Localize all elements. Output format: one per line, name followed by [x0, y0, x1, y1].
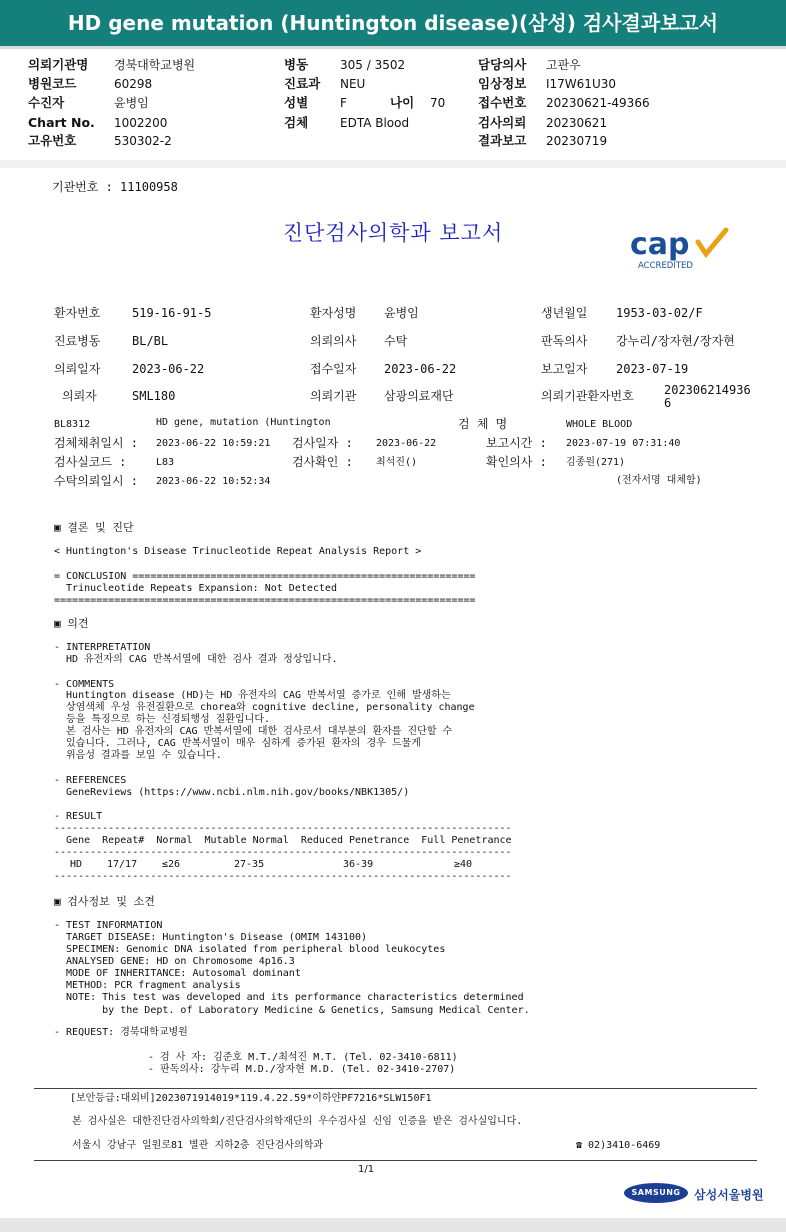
header-label: 병원코드 [28, 76, 77, 91]
header-value: 70 [430, 96, 446, 110]
result-cell-full-penetrance: ≥40 [454, 859, 473, 870]
header-label: 병동 [284, 57, 309, 72]
meta-label: 검사실코드 : [54, 455, 127, 469]
header-value: 20230719 [546, 134, 608, 148]
info-line: - TEST INFORMATION [54, 920, 163, 931]
info-line: MODE OF INHERITANCE: Autosomal dominant [54, 968, 301, 979]
meta-value: 최석진() [376, 457, 418, 468]
page-bottom-band [0, 1218, 786, 1232]
result-rule: ---------------------------------------------------------------------------- [54, 823, 512, 834]
result-cell-reduced-penetrance: 36-39 [343, 859, 374, 870]
info-line: ANALYSED GENE: HD on Chromosome 4p16.3 [54, 956, 295, 967]
patient-value: BL/BL [132, 334, 169, 348]
comment-line: 있습니다. 그러나, CAG 반복서열이 매우 심하게 증가된 환자의 경우 드물게 [54, 738, 421, 749]
patient-value: SML180 [132, 389, 176, 403]
result-cell-normal: ≤26 [162, 859, 181, 870]
section-heading: ▣ 검사정보 및 소견 [54, 895, 155, 908]
patient-label: 의뢰일자 [54, 362, 101, 376]
patient-value: 519-16-91-5 [132, 306, 212, 320]
org-number: 기관번호 : 11100958 [52, 180, 178, 194]
patient-value: 6 [664, 396, 672, 410]
result-columns: Gene Repeat# Normal Mutable Normal Reduced Penetrance Full Penetrance [54, 835, 512, 846]
patient-label: 생년월일 [541, 306, 588, 320]
result-head: - RESULT [54, 811, 103, 822]
footer-divider [34, 1088, 757, 1089]
header-value: 60298 [114, 77, 153, 91]
patient-value: 2023-06-22 [132, 362, 205, 376]
hospital-name: 삼성서울병원 [694, 1188, 764, 1202]
header-label: 의뢰기관명 [28, 57, 89, 72]
patient-label: 의뢰의사 [310, 334, 357, 348]
patient-label: 의뢰기관환자번호 [541, 389, 634, 403]
samsung-logo: SAMSUNG [624, 1183, 688, 1203]
section-heading: ▣ 결론 및 진단 [54, 521, 134, 534]
patient-value: 윤병임 [384, 306, 419, 320]
conclusion-rule: ====================================================================== [54, 595, 476, 606]
header-value: 530302-2 [114, 134, 172, 148]
patient-value: 2023-07-19 [616, 362, 689, 376]
meta-label: 검사확인 : [292, 455, 353, 469]
result-cell-repeat: 17/17 [107, 859, 138, 870]
info-line: SPECIMEN: Genomic DNA isolated from peripheral blood leukocytes [54, 944, 446, 955]
report-banner-title: HD gene mutation (Huntington disease)(삼성) 검사결과보고서 [0, 0, 786, 46]
header-label: 임상정보 [478, 76, 527, 91]
section-heading: ▣ 의견 [54, 617, 89, 630]
meta-label: 보고시간 : [486, 436, 547, 450]
comment-line: 본 검사는 HD 유전자의 CAG 반복서열에 대한 검사로서 대부분의 환자를 진단할 수 [54, 726, 453, 737]
patient-label: 의뢰자 [62, 389, 97, 403]
patient-label: 보고일자 [541, 362, 588, 376]
comment-line: 등을 특징으로 하는 신경퇴행성 질환입니다. [54, 714, 271, 725]
result-cell-gene: HD [70, 859, 83, 870]
header-label: 고유번호 [28, 133, 77, 148]
report-name: < Huntington's Disease Trinucleotide Repeat Analysis Report > [54, 546, 422, 557]
header-label: 나이 [390, 95, 415, 110]
header-value: 고판우 [546, 58, 581, 72]
references-head: - REFERENCES [54, 775, 127, 786]
info-line: TARGET DISEASE: Huntington's Disease (OMIM 143100) [54, 932, 368, 943]
report-title: 진단검사의학과 보고서 [282, 221, 504, 245]
meta-value: 2023-07-19 07:31:40 [566, 438, 681, 449]
meta-label: 확인의사 : [486, 455, 547, 469]
result-cell-mutable-normal: 27-35 [234, 859, 265, 870]
staff-line: - 판독의사: 강누리 M.D./장자현 M.D. (Tel. 02-3410-2707) [148, 1064, 456, 1075]
patient-value: 삼광의료재단 [384, 389, 454, 403]
meta-label: 수탁의뢰일시 : [54, 474, 139, 488]
patient-label: 의뢰기관 [310, 389, 357, 403]
staff-line: - 검 사 자: 김준호 M.T./최석진 M.T. (Tel. 02-3410-6811) [148, 1052, 458, 1063]
comment-line: 위음성 결과를 보일 수 있습니다. [54, 750, 222, 761]
header-value: F [340, 96, 347, 110]
patient-label: 진료병동 [54, 334, 101, 348]
lab-address: 서울시 강남구 일원로81 별관 지하2층 진단검사의학과 [72, 1140, 324, 1151]
patient-value: 2023-06-22 [384, 362, 457, 376]
info-line: NOTE: This test was developed and its performance characteristics determined [54, 992, 524, 1003]
interpretation-head: - INTERPRETATION [54, 642, 151, 653]
header-value: 20230621-49366 [546, 96, 650, 110]
meta-value: 김종원(271) [566, 457, 626, 468]
header-label: 수진자 [28, 95, 65, 110]
patient-label: 환자번호 [54, 306, 101, 320]
request-head: - REQUEST: 경북대학교병원 [54, 1027, 188, 1038]
header-label: Chart No. [28, 115, 95, 130]
meta-value: 2023-06-22 [376, 438, 437, 449]
specimen-value: WHOLE BLOOD [566, 419, 633, 430]
header-label: 담당의사 [478, 57, 527, 72]
comment-line: Huntington disease (HD)는 HD 유전자의 CAG 반복서열 증가로 인해 발생하는 [54, 690, 451, 701]
comment-line: 상염색체 우성 유전질환으로 chorea와 cognitive decline, personality change [54, 702, 475, 713]
patient-value: 수탁 [384, 334, 408, 348]
info-line: by the Dept. of Laboratory Medicine & Genetics, Samsung Medical Center. [54, 1005, 530, 1016]
header-label: 검사의뢰 [478, 115, 527, 130]
header-value: 경북대학교병원 [114, 58, 196, 72]
result-rule: ---------------------------------------------------------------------------- [54, 847, 512, 858]
security-line: [보안등급:대외비]2023071914019*119.4.22.59*이하얀PF7216*SLW150F1 [70, 1093, 432, 1104]
patient-label: 접수일자 [310, 362, 357, 376]
header-value: EDTA Blood [340, 116, 410, 130]
patient-label: 환자성명 [310, 306, 357, 320]
header-value: 20230621 [546, 116, 608, 130]
test-code: BL8312 [54, 419, 91, 430]
header-value: NEU [340, 77, 366, 91]
meta-value: 2023-06-22 10:52:34 [156, 476, 271, 487]
test-name: HD gene, mutation (Huntington [156, 417, 331, 428]
patient-label: 판독의사 [541, 334, 588, 348]
banner-divider [0, 46, 786, 49]
patient-value: 강누리/장자현/장자현 [616, 334, 735, 348]
header-label: 접수번호 [478, 95, 527, 110]
header-value: I17W61U30 [546, 77, 616, 91]
esign-note: (전자서명 대체함) [616, 475, 702, 486]
cap-accredited-logo [628, 224, 738, 274]
info-line: METHOD: PCR fragment analysis [54, 980, 241, 991]
footer-divider [34, 1160, 757, 1161]
cap-logo-word: cap [630, 227, 690, 262]
meta-label: 검체채취일시 : [54, 436, 139, 450]
interpretation-text: HD 유전자의 CAG 반복서열에 대한 검사 결과 정상입니다. [54, 654, 338, 665]
header-label: 성별 [284, 95, 309, 110]
page-number: 1/1 [358, 1164, 375, 1175]
certification-note: 본 검사실은 대한진단검사의학회/진단검사의학재단의 우수검사실 신임 인증을 받은 검사실입니다. [72, 1116, 523, 1127]
patient-value: 1953-03-02/F [616, 306, 703, 320]
conclusion-text: Trinucleotide Repeats Expansion: Not Detected [54, 583, 337, 594]
header-value: 305 / 3502 [340, 58, 406, 72]
patient-value: 202306214936 [664, 383, 751, 397]
header-label: 검체 [284, 115, 309, 130]
meta-value: 2023-06-22 10:59:21 [156, 438, 271, 449]
header-label: 결과보고 [478, 133, 527, 148]
comments-head: - COMMENTS [54, 679, 115, 690]
cap-logo-sub: ACCREDITED [638, 261, 693, 271]
specimen-label: 검 체 명 [458, 417, 508, 431]
header-value: 윤병임 [114, 96, 149, 110]
header-value: 1002200 [114, 116, 168, 130]
references-text: GeneReviews (https://www.ncbi.nlm.nih.gov/books/NBK1305/) [54, 787, 410, 798]
header-separator [0, 160, 786, 168]
meta-label: 검사일자 : [292, 436, 353, 450]
header-label: 진료과 [284, 76, 321, 91]
result-rule: ---------------------------------------------------------------------------- [54, 871, 512, 882]
conclusion-head: = CONCLUSION ========================================================= [54, 571, 476, 582]
lab-phone: ☎ 02)3410-6469 [576, 1140, 661, 1151]
meta-value: L83 [156, 457, 175, 468]
checkmark-icon [698, 230, 726, 254]
